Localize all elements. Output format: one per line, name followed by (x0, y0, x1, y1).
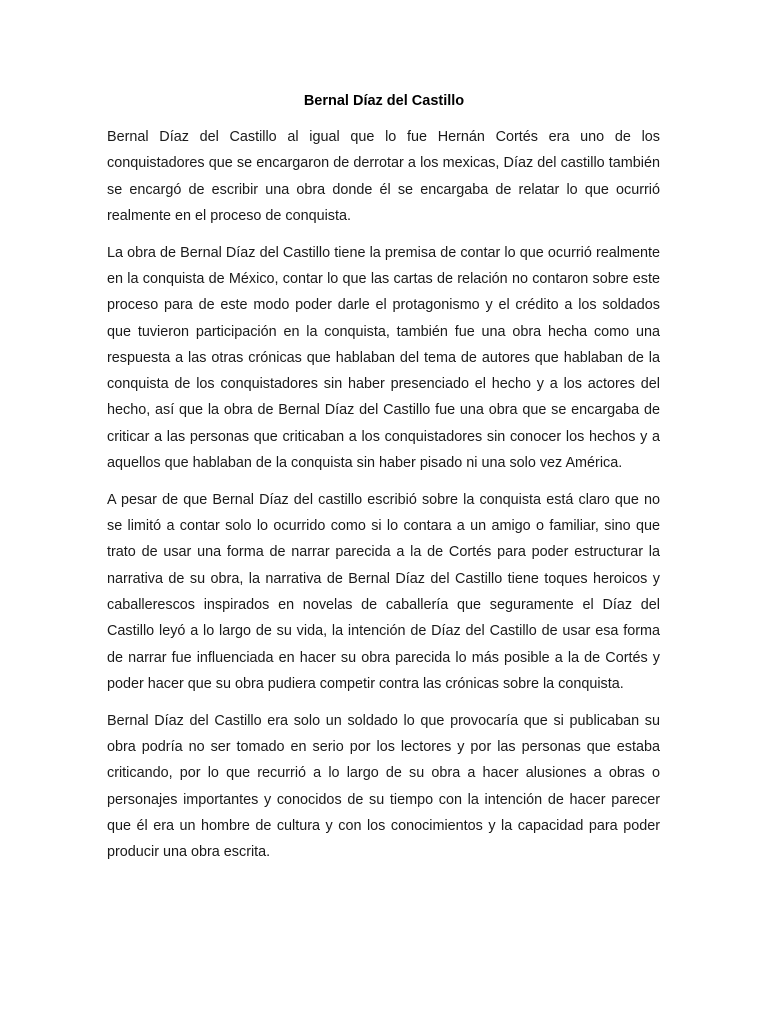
document-body (107, 124, 660, 876)
paragraph-2: La obra de Bernal Díaz del Castillo tiene la premisa de contar lo que ocurrió realmente en la conquista de México, contar lo que las cartas de relación no contaron sobre este proceso para de este modo poder darle el protagonismo y el crédito a los soldados que tuvieron participación en la conquista, también fue una obra hecha como una respuesta a las otras crónicas que hablaban del tema de autores que hablaban de la conquista de los conquistadores sin haber presenciado el hecho y a los actores del hecho, así que la obra de Bernal Díaz del Castillo fue una obra que se encargaba de criticar a las personas que criticaban a los conquistadores sin conocer los hechos y a aquellos que hablaban de la conquista sin haber pisado ni una solo vez América. (107, 244, 660, 472)
document-title: Bernal Díaz del Castillo (303, 93, 465, 109)
paragraph-1: Bernal Díaz del Castillo al igual que lo fue Hernán Cortés era uno de los conquistadores que se encargaron de derrotar a los mexicas, Díaz del castillo también se encargó de escribir una obra donde él se encargaba de relatar lo que ocurrió realmente en el proceso de conquista. (107, 129, 660, 224)
paragraph-3: A pesar de que Bernal Díaz del castillo escribió sobre la conquista está claro que no se limitó a contar solo lo ocurrido como si lo contara a un amigo o familiar, sino que trato de usar una forma de narrar parecida a la de Cortés para poder estructurar la narrativa de su obra, la narrativa de Bernal Díaz del Castillo tiene toques heroicos y caballerescos inspirados en novelas de caballería que seguramente el Díaz del Castillo leyó a lo largo de su vida, la intención de Díaz del Castillo de usar esa forma de narrar fue influenciada en hacer su obra parecida lo más posible a la de Cortés y poder hacer que su obra pudiera competir contra las crónicas sobre la conquista. (107, 491, 660, 692)
paragraph-4: Bernal Díaz del Castillo era solo un soldado lo que provocaría que si publicaban su obra podría no ser tomado en serio por los lectores y por las personas que estaba criticando, por lo que recurrió a lo largo de su obra a hacer alusiones a obras o personajes importantes y conocidos de su tiempo con la intención de hacer parecer que él era un hombre de cultura y con los conocimientos y la capacidad para poder producir una obra escrita. (107, 712, 660, 861)
